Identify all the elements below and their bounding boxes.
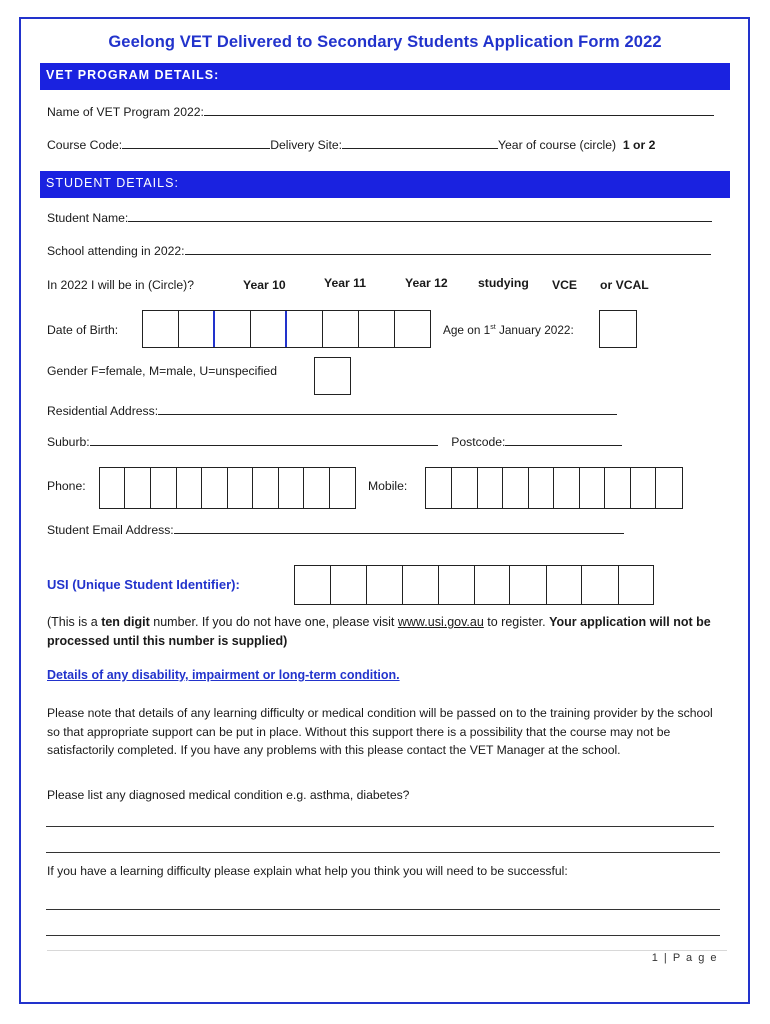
gender-label: Gender F=female, M=male, U=unspecified [47,364,277,378]
medical-answer-line-2[interactable] [46,852,720,853]
usi-note [47,613,727,650]
age-label-suffix: January 2022: [495,323,574,337]
medical-answer-line-1[interactable] [46,826,714,827]
mobile-box[interactable] [631,468,656,508]
mobile-boxes[interactable] [425,467,683,509]
phone-box[interactable] [304,468,330,508]
email-label: Student Email Address: [47,523,174,537]
program-name-label: Name of VET Program 2022: [47,105,204,119]
school-field[interactable] [185,243,711,255]
section-header-student: STUDENT DETAILS: [40,171,730,198]
usi-note-warning: Your application will not be processed until this number is supplied) [47,615,711,648]
usi-box[interactable] [510,566,546,604]
phone-box[interactable] [228,468,253,508]
school-row [47,243,711,258]
learning-answer-line-2[interactable] [46,935,720,936]
mobile-box[interactable] [554,468,580,508]
dob-box[interactable] [359,311,395,347]
year-of-course-options[interactable]: 1 or 2 [622,138,656,152]
school-label: School attending in 2022: [47,244,185,258]
student-name-field[interactable] [128,210,712,222]
suburb-field[interactable] [90,434,438,446]
dob-box[interactable] [215,311,251,347]
postcode-field[interactable] [505,434,622,446]
usi-note-part3: to register. [483,615,550,629]
student-name-row [47,210,712,225]
address-row [47,403,617,418]
usi-box[interactable] [619,566,653,604]
option-vcal[interactable]: or VCAL [600,278,649,292]
delivery-site-field[interactable] [342,137,498,149]
course-code-label: Course Code: [47,138,123,152]
course-row [47,137,655,152]
usi-box[interactable] [403,566,438,604]
mobile-box[interactable] [478,468,503,508]
section-header-program: VET PROGRAM DETAILS: [40,63,730,90]
option-year12[interactable]: Year 12 [405,276,448,290]
phone-label: Phone: [47,479,86,493]
suburb-row [47,434,622,449]
phone-box[interactable] [100,468,125,508]
delivery-site-label: Delivery Site: [270,138,342,152]
usi-box[interactable] [582,566,618,604]
dob-box[interactable] [179,311,215,347]
student-name-label: Student Name: [47,211,129,225]
form-title: Geelong VET Delivered to Secondary Students Application Form 2022 [108,33,662,51]
disability-note: Please note that details of any learning difficulty or medical condition will be passed on to the training provider by the school so that appropriate support can be put in place. Without this support there is a possibility that the course may not be satisfactorily completed. If you have any problems with this please contact the VET Manager at the school. [47,706,713,757]
course-code-field[interactable] [122,137,270,149]
mobile-label: Mobile: [368,479,408,493]
usi-box[interactable] [439,566,475,604]
phone-box[interactable] [151,468,177,508]
usi-note-part1: (This is a [47,615,102,629]
medical-question: Please list any diagnosed medical condition e.g. asthma, diabetes? [47,788,410,802]
phone-box[interactable] [202,468,228,508]
option-year10[interactable]: Year 10 [243,278,286,292]
learning-question: If you have a learning difficulty please explain what help you think you will need to be successful: [47,864,568,878]
option-vce[interactable]: VCE [552,278,578,292]
address-field[interactable] [158,403,617,415]
dob-box[interactable] [323,311,359,347]
phone-box[interactable] [253,468,279,508]
dob-label: Date of Birth: [47,323,119,337]
disability-heading: Details of any disability, impairment or long-term condition. [47,668,400,682]
mobile-box[interactable] [605,468,631,508]
usi-boxes[interactable] [294,565,654,605]
phone-boxes[interactable] [99,467,356,509]
age-label [443,323,574,337]
page-border [19,17,750,1004]
dob-boxes[interactable] [142,310,431,348]
email-row [47,522,624,537]
age-label-sup: st [490,324,496,332]
dob-box[interactable] [395,311,430,347]
year-of-course-label: Year of course (circle) [498,138,617,152]
usi-box[interactable] [475,566,510,604]
usi-link[interactable]: www.usi.gov.au [397,615,484,629]
usi-box[interactable] [331,566,366,604]
usi-note-part2: number. If you do not have one, please visit [149,615,398,629]
gender-box[interactable] [314,357,351,395]
mobile-box[interactable] [529,468,554,508]
email-field[interactable] [174,522,624,534]
footer-divider [47,950,727,951]
usi-box[interactable] [367,566,403,604]
age-box[interactable] [599,310,637,348]
program-name-field[interactable] [204,104,714,116]
dob-box[interactable] [251,311,287,347]
year-level-label: In 2022 I will be in (Circle)? [47,278,194,292]
phone-box[interactable] [177,468,202,508]
postcode-label: Postcode: [451,435,506,449]
mobile-box[interactable] [656,468,680,508]
learning-answer-line-1[interactable] [46,909,720,910]
option-year11[interactable]: Year 11 [324,276,367,290]
usi-note-ten-digit: ten digit [101,615,150,629]
usi-box[interactable] [295,566,331,604]
phone-box[interactable] [279,468,304,508]
program-name-row [47,104,714,119]
age-label-prefix: Age on 1 [443,323,491,337]
phone-box[interactable] [330,468,355,508]
mobile-box[interactable] [426,468,452,508]
mobile-box[interactable] [580,468,605,508]
mobile-box[interactable] [503,468,529,508]
phone-box[interactable] [125,468,151,508]
address-label: Residential Address: [47,404,159,418]
studying-label: studying [478,276,529,290]
usi-label: USI (Unique Student Identifier): [47,577,240,592]
dob-box[interactable] [143,311,179,347]
page-number: 1 | P a g e [651,952,718,964]
mobile-box[interactable] [452,468,478,508]
dob-box[interactable] [287,311,323,347]
suburb-label: Suburb: [47,435,90,449]
usi-box[interactable] [547,566,582,604]
year-level-row [47,278,687,292]
